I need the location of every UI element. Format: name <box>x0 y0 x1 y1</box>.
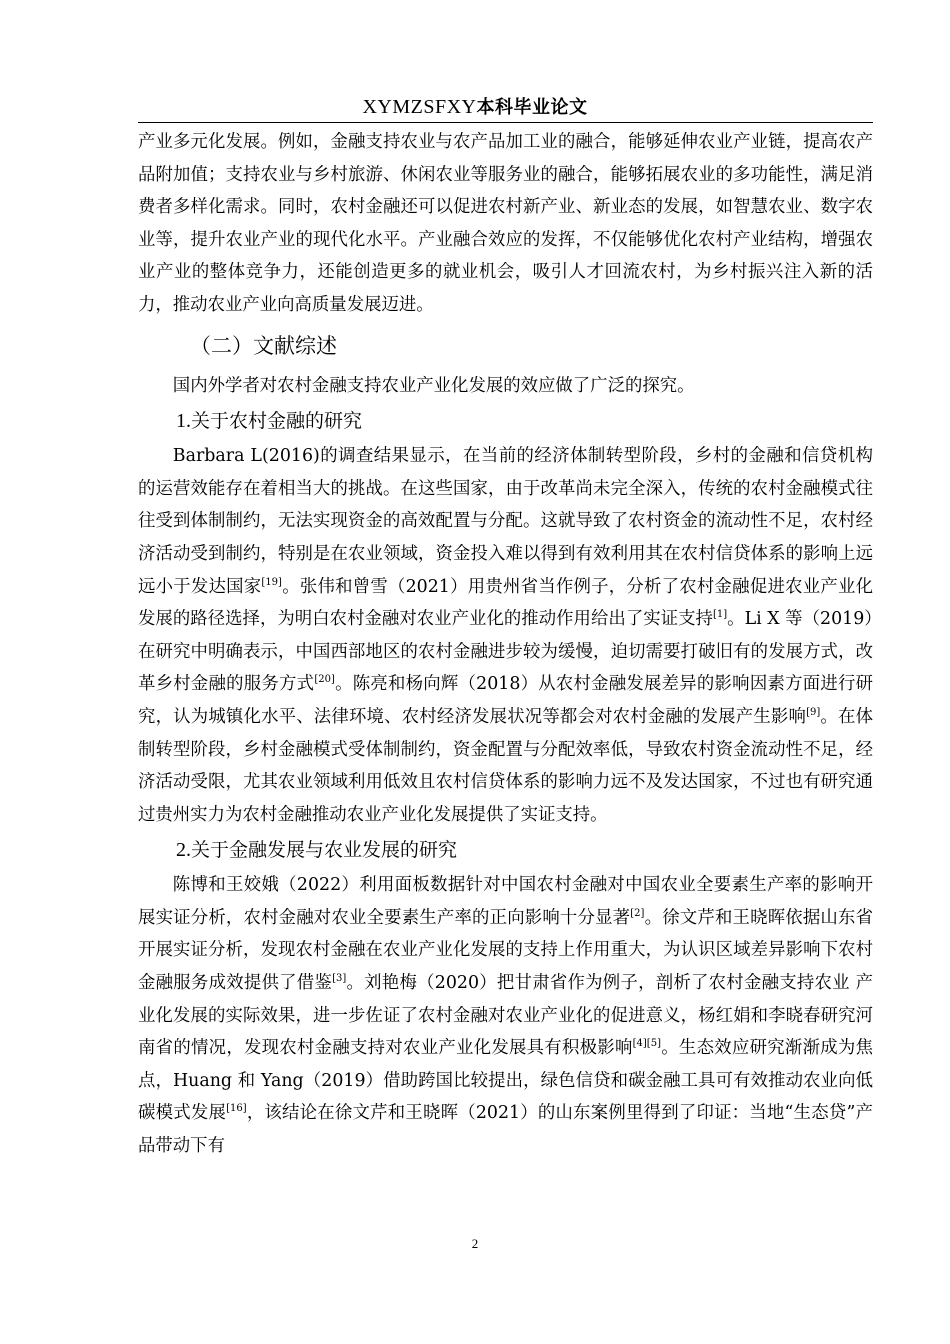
citation: [2] <box>630 907 645 919</box>
paragraph-industry-integration: 产业多元化发展。例如，金融支持农业与农产品加工业的融合，能够延伸农业产业链，提高农产品附加值；支持农业与乡村旅游、休闲农业等服务业的融合，能够拓展农业的多功能性，满足消费者多样化需求。同时，农村金融还可以促进农村新产业、新业态的发展，如智慧农业、数字农业等，提升农业产业的现代化水平。产业融合效应的发挥，不仅能够优化农村产业结构，增强农业产业的整体竞争力，还能创造更多的就业机会，吸引人才回流农村，为乡村振兴注入新的活力，推动农业产业向高质量发展迈进。 <box>138 132 873 315</box>
citation: [16] <box>226 1103 247 1115</box>
text-run: 。生态效应研究渐渐成为焦点，Huang 和 Yang（2019）借助跨国比较提出，绿色信贷和碳金融工具可有效推动农业向低碳模式发展 <box>138 1038 873 1124</box>
text-run: 。陈亮和杨向辉（2018）从农村金融发展差异的影响因素方面进行研究，认为城镇化水平、法律环境、农村经济发展状况等都会对农村金融的发展产生影响 <box>138 674 873 727</box>
subsection-number: 2. <box>176 839 191 862</box>
page-header <box>0 96 950 119</box>
section-heading-literature-review: （二）文献综述 <box>190 333 337 358</box>
subsection-heading-rural-finance <box>138 402 873 440</box>
paragraph-finance-agriculture-research <box>138 869 873 1162</box>
citation: [4][5] <box>632 1038 661 1050</box>
page-number: 2 <box>471 1236 479 1251</box>
header-school-code: XYMZSFXY <box>362 96 477 118</box>
text-run: 。徐文芹和王晓晖依据山东省开展实证分析，发现农村金融在农业产业化发展的支持上作用重大，为认识区域差异影响下农村金融服务成效提供了借鉴 <box>138 907 873 994</box>
citation: [1] <box>712 609 728 621</box>
intro-paragraph: 国内外学者对农村金融支持农业产业化发展的效应做了广泛的探究。 <box>172 375 695 396</box>
subsection-number: 1. <box>176 410 191 433</box>
text-run: 。刘艳梅（2020）把甘肃省作为例子，剖析了农村金融支持农业 产业化发展的实际效果，进一步佐证了农村金融对农业产业化的促进意义，杨红娟和李晓春研究河南省的情况，发现农村金融支持对农业产业化发展具有积极影响 <box>138 973 873 1059</box>
subsection-heading-finance-agriculture <box>138 831 873 869</box>
paragraph-rural-finance-research <box>138 440 873 831</box>
citation: [9] <box>806 706 821 718</box>
document-body <box>138 126 873 1163</box>
text-run: ，该结论在徐文芹和王晓晖（2021）的山东案例里得到了印证：当地“生态贷”产品带动下有 <box>138 1103 873 1157</box>
header-title: 本科毕业论文 <box>476 97 588 118</box>
citation: [3] <box>332 973 347 985</box>
citation: [20] <box>314 674 335 686</box>
text-run: Barbara L(2016)的调查结果显示，在当前的经济体制转型阶段，乡村的金融和信贷机构的运营效能存在着相当大的挑战。在这些国家，由于改革尚未完全深入，传统的农村金融模式往往受到体制制约，无法实现资金的高效配置与分配。这就导致了农村资金的流动性不足，农村经济活动受到制约，特别是在农业领域，资金投入难以得到有效利用其在农村信贷体系的影响上远远小于发达国家 <box>138 446 873 597</box>
text-run: 。Li X 等（2019）在研究中明确表示，中国西部地区的农村金融进步较为缓慢，迫切需要打破旧有的发展方式，改革乡村金融的服务方式 <box>138 609 873 695</box>
text-run: 。张伟和曾雪（2021）用贵州省当作例子，分析了农村金融促进农业产业化发展的路径选择，为明白农村金融对农业产业化的推动作用给出了实证支持 <box>138 576 873 630</box>
text-run: 。在体制转型阶段，乡村金融模式受体制制约，资金配置与分配效率低，导致农村资金流动性不足，经济活动受限，尤其农业领域利用低效且农村信贷体系的影响力远不及发达国家，不过也有研究通过贵州实力为农村金融推动农业产业化发展提供了实证支持。 <box>138 706 873 825</box>
header-divider <box>138 122 873 123</box>
citation: [19] <box>261 576 282 588</box>
subsection-title: 关于金融发展与农业发展的研究 <box>191 839 458 862</box>
subsection-title: 关于农村金融的研究 <box>191 410 363 433</box>
text-run: 陈博和王姣娥（2022）利用面板数据针对中国农村金融对中国农业全要素生产率的影响开展实证分析，农村金融对农业全要素生产率的正向影响十分显著 <box>138 875 873 928</box>
